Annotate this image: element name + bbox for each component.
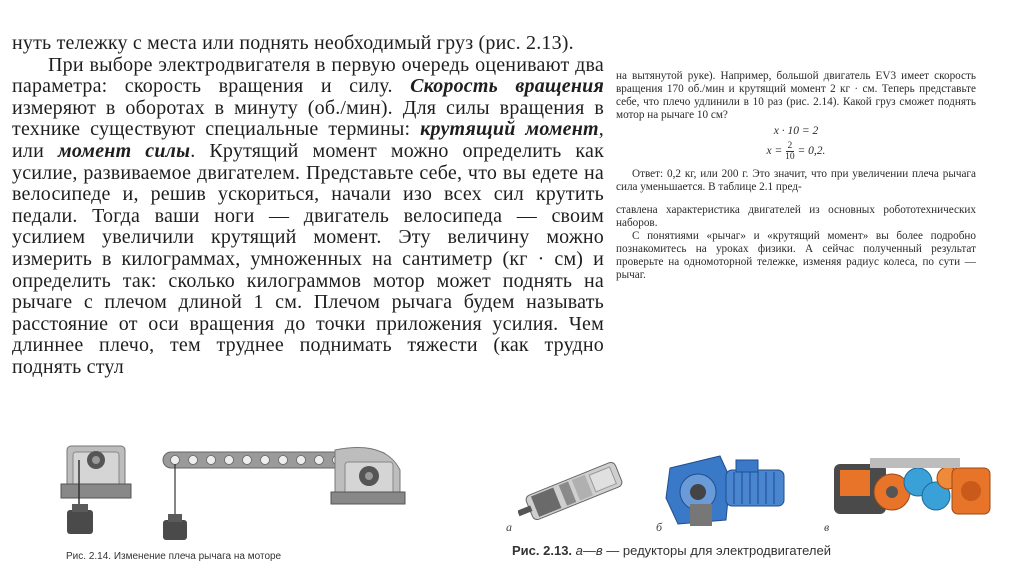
formula-1: x · 10 = 2 [773,125,819,137]
right-text-p1: на вытянутой руке). Например, большой двигатель EV3 имеет скорость вращения 170 об./мин и крутящий момент 2 кг · см. Теперь представьте себе, что плечо удлинили в 10 раз (рис. 2.14). Какой груз сможет поднять мотор на рычаге 10 см? [616,70,976,121]
figure-2-13-caption-text: — редукторы для электродвигателей [602,543,831,558]
main-text-part-c: , или [12,118,604,162]
main-text-part-d: . Крутящий момент можно определить как усилие, развиваемое двигателем. Представьте себе, что вы едете на велосипеде и, решив ускориться, начали изо всех сил крутить педали. Тогда ваши ноги — двигатель велосипеда — своим усилием увеличили крутящий момент. Эту величину можно измерить в килограммах, умноженных на сантиметр (кг · см) и определить так: сколько килограммов мотор может поднять на рычаге с плечом длиной 1 см. Плечом рычага будем называть расстояние от оси вращения до точки приложения усилия. Чем длиннее плечо, тем труднее поднимать тяжести (как трудно поднять стул [12,139,605,378]
main-text-line1: нуть тележку с места или поднять необходимый груз (рис. 2.13). [12,32,574,54]
figure-2-13-caption-letters: а—в [575,543,603,558]
right-text-answer: Ответ: 0,2 кг, или 200 г. Это значит, что при увеличении плеча рычага сила уменьшается. В таблице 2.1 пред- [616,168,976,193]
figure-2-13-caption [512,543,831,558]
formula-2-numerator: 2 [787,141,793,151]
figure-2-14-lever-illustration [55,440,410,545]
figure-2-13-reducer-b [660,448,795,528]
term-rotation-speed: Скорость вращения [410,75,604,98]
figure-label-b: б [656,520,663,534]
formula-2 [616,141,976,162]
figure-2-13-reducer-c [830,454,995,529]
main-text-column [12,33,604,379]
term-torque: крутящий момент [420,118,599,141]
right-text-column [616,70,976,282]
main-text-part-a: При выборе электродвигателя в первую очередь оценивают два параметра: скорость вращения и силу. [12,53,604,98]
formula-2-rhs: = 0,2. [797,145,826,158]
formula-2-fraction [785,141,795,162]
term-moment-of-force: момент силы [57,139,191,162]
figure-label-c: в [824,520,830,534]
figure-2-14-caption: Рис. 2.14. Изменение плеча рычага на моторе [66,551,282,562]
main-text-paragraph [12,55,604,379]
right-text-p4: С понятиями «рычаг» и «крутящий момент» вы более подробно познакомитесь на уроках физики. А сейчас полученный результат проверьте на одномоторной тележке, изменяя радиус колеса, по сути — рычаг. [616,230,976,281]
right-motor-icon [331,448,405,505]
left-motor-icon [61,446,131,534]
main-text-part-b: измеряют в оборотах в минуту (об./мин). Для силы вращения в технике существуют специальные термины: [12,96,604,141]
right-text-p3: ставлена характеристика двигателей из основных робототехнических наборов. [616,204,976,229]
figure-2-13-caption-prefix: Рис. 2.13. [512,543,576,558]
figure-label-a: а [506,520,512,534]
formula-2-denominator: 10 [785,152,795,162]
figure-2-13-reducer-a [518,460,630,522]
formula-2-lhs: x = [766,145,783,158]
